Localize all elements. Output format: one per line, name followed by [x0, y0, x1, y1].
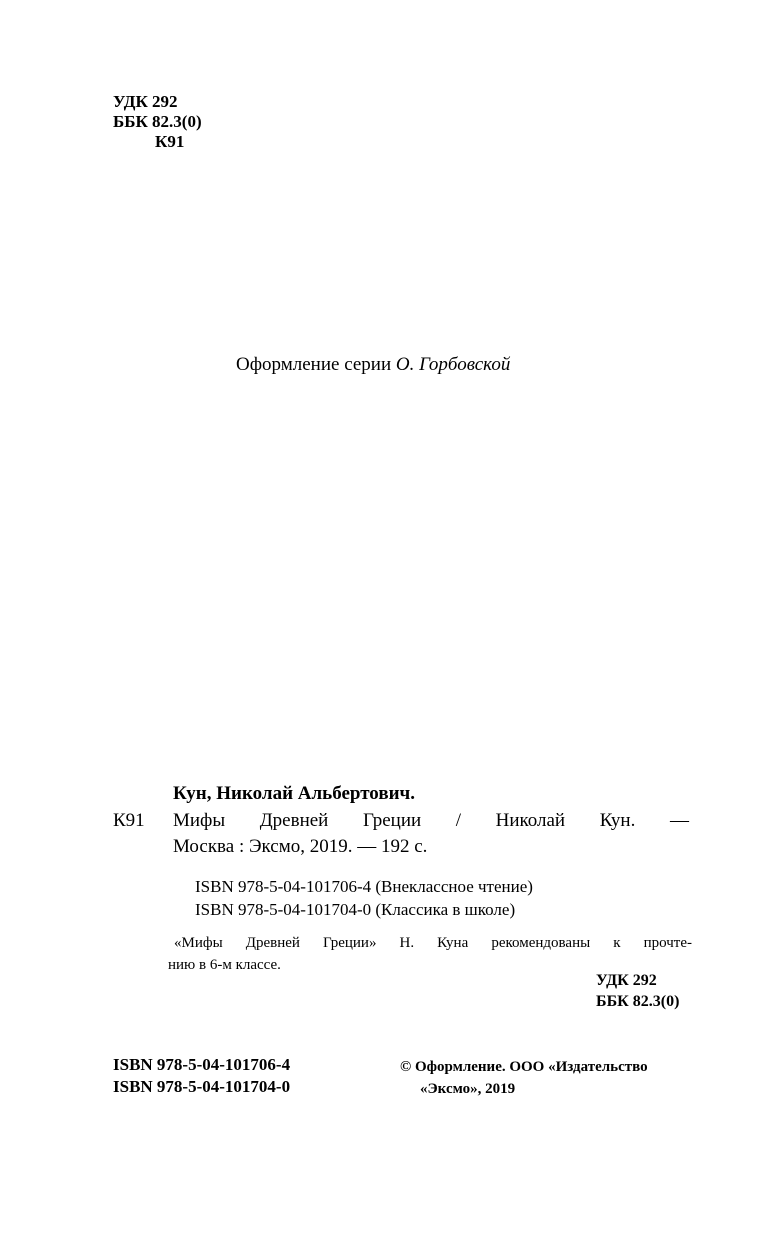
udk-code: УДК 292: [596, 972, 657, 989]
catalog-isbn-list: [195, 875, 533, 921]
isbn-entry: ISBN 978-5-04-101706-4: [113, 1055, 291, 1074]
bbk-code: ББК 82.3(0): [596, 993, 680, 1010]
footer-isbn-list: [113, 1054, 290, 1098]
catalog-code: К91: [113, 810, 145, 831]
title-word: —: [669, 810, 689, 831]
title-word: Древней: [259, 810, 329, 831]
annotation-line: нию в 6-м классе.: [168, 957, 281, 973]
title-word: /: [455, 810, 462, 831]
annotation-line: «Мифы Древней Греции» Н. Куна рекомендованы к прочте-: [174, 935, 692, 951]
catalog-publication: Москва : Эксмо, 2019. — 192 с.: [173, 836, 428, 857]
title-word: Греции: [362, 810, 422, 831]
series-design-label: Оформление серии: [236, 354, 392, 375]
isbn-entry: ISBN 978-5-04-101706-4 (Внеклассное чтение): [195, 877, 533, 896]
catalog-title-line: [173, 810, 689, 832]
title-word: Николай: [495, 810, 566, 831]
header-classification-codes: [113, 92, 202, 152]
copyright-line: «Эксмо», 2019: [420, 1081, 516, 1097]
catalog-classification-codes: [596, 970, 679, 1012]
copyright-notice: [400, 1056, 648, 1100]
series-designer-name: О. Горбовской: [395, 354, 511, 375]
author-mark: К91: [155, 132, 185, 151]
catalog-author: Кун, Николай Альбертович.: [173, 783, 415, 804]
copyright-line: © Оформление. ООО «Издательство: [400, 1059, 648, 1075]
title-word: Кун.: [599, 810, 636, 831]
series-design-credit: [236, 354, 510, 376]
title-word: Мифы: [173, 810, 226, 831]
udk-code: УДК 292: [113, 92, 178, 111]
bbk-code: ББК 82.3(0): [113, 112, 202, 131]
isbn-entry: ISBN 978-5-04-101704-0 (Классика в школе): [195, 900, 516, 919]
isbn-entry: ISBN 978-5-04-101704-0: [113, 1077, 291, 1096]
